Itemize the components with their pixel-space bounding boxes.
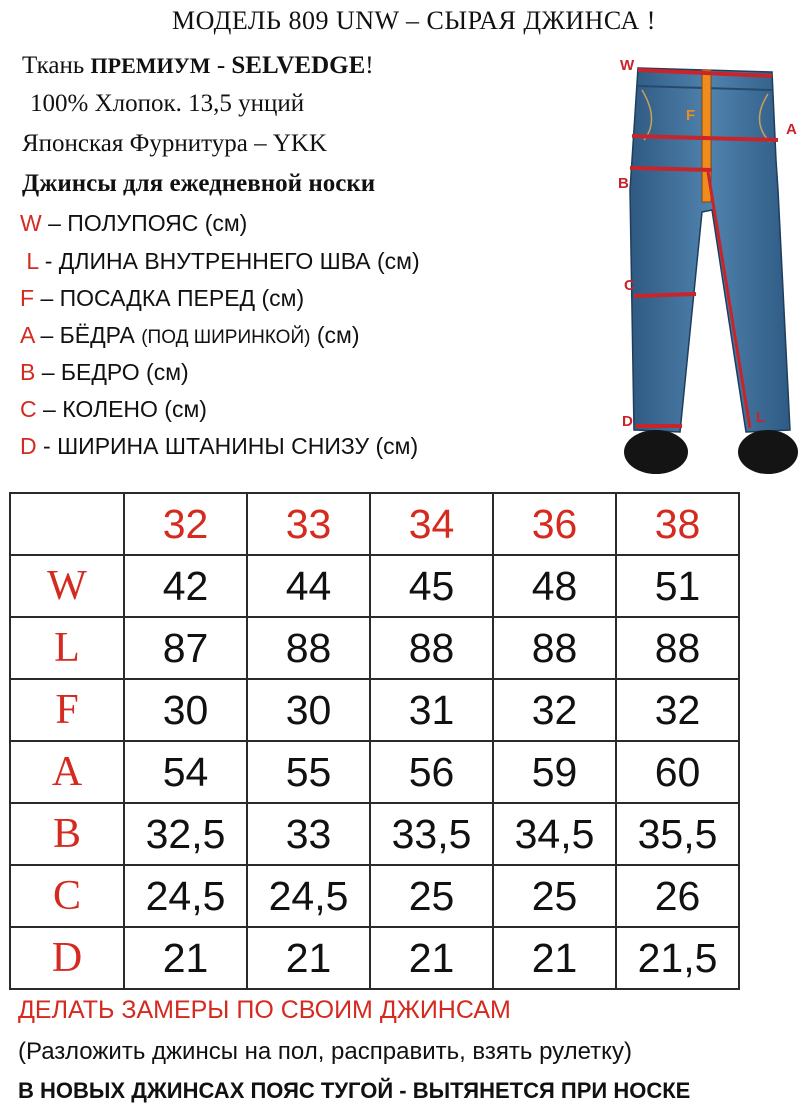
table-cell: 21,5 [616, 927, 739, 989]
table-cell: 55 [247, 741, 370, 803]
table-row [10, 865, 739, 927]
row-label: A [10, 741, 124, 803]
table-cell: 88 [616, 617, 739, 679]
table-cell: 21 [124, 927, 247, 989]
figure-label-f: F [686, 107, 696, 124]
legend-item-d: D - ШИРИНА ШТАНИНЫ СНИЗУ (см) [20, 433, 419, 459]
table-row [10, 617, 739, 679]
legend-item-w: W – ПОЛУПОЯС (см) [20, 210, 248, 236]
table-cell: 25 [493, 865, 616, 927]
table-row [10, 555, 739, 617]
cotton-line: 100% Хлопок. 13,5 унций [30, 90, 305, 117]
table-cell: 88 [493, 617, 616, 679]
row-label: F [10, 679, 124, 741]
table-cell: 26 [616, 865, 739, 927]
table-row [10, 803, 739, 865]
row-label: L [10, 617, 124, 679]
table-cell: 88 [370, 617, 493, 679]
fabric-selvedge: SELVEDGE [231, 52, 366, 79]
table-cell: 30 [247, 679, 370, 741]
table-cell: 24,5 [124, 865, 247, 927]
table-cell: 35,5 [616, 803, 739, 865]
table-cell: 59 [493, 741, 616, 803]
fabric-premium: ПРЕМИУМ [90, 53, 211, 78]
size-header: 33 [247, 493, 370, 555]
figure-label-a: A [786, 121, 797, 138]
hardware-line: Японская Фурнитура – YKK [22, 130, 328, 157]
table-cell: 87 [124, 617, 247, 679]
table-cell: 48 [493, 555, 616, 617]
legend-item-f: F – ПОСАДКА ПЕРЕД (см) [20, 285, 305, 311]
row-label: C [10, 865, 124, 927]
table-cell: 34,5 [493, 803, 616, 865]
size-header: 34 [370, 493, 493, 555]
size-header: 38 [616, 493, 739, 555]
fabric-prefix: Ткань [22, 52, 91, 79]
table-cell: 30 [124, 679, 247, 741]
table-cell: 32,5 [124, 803, 247, 865]
table-cell: 88 [247, 617, 370, 679]
figure-label-b: B [618, 175, 629, 192]
row-label: W [10, 555, 124, 617]
table-cell: 21 [493, 927, 616, 989]
table-cell: 33,5 [370, 803, 493, 865]
table-cell: 54 [124, 741, 247, 803]
table-cell: 32 [616, 679, 739, 741]
table-cell: 33 [247, 803, 370, 865]
table-cell: 45 [370, 555, 493, 617]
table-cell: 32 [493, 679, 616, 741]
table-cell: 42 [124, 555, 247, 617]
fabric-dash: - [210, 52, 232, 79]
jeans-measurement-illustration [600, 40, 810, 500]
figure-label-l: L [756, 409, 766, 426]
table-row [10, 679, 739, 741]
row-label: D [10, 927, 124, 989]
table-row [10, 927, 739, 989]
legend-item-l: L - ДЛИНА ВНУТРЕННЕГО ШВА (см) [20, 248, 420, 274]
table-cell: 21 [370, 927, 493, 989]
waistband-note: В НОВЫХ ДЖИНСАХ ПОЯС ТУГОЙ - ВЫТЯНЕТСЯ ПРИ НОСКЕ [18, 1078, 691, 1103]
table-cell: 24,5 [247, 865, 370, 927]
size-header: 32 [124, 493, 247, 555]
table-row [10, 741, 739, 803]
legend-item-b: B – БЕДРО (см) [20, 359, 189, 385]
table-corner-cell [10, 493, 124, 555]
figure-label-c: C [624, 277, 635, 294]
figure-label-w: W [620, 57, 635, 74]
measure-instruction-heading: ДЕЛАТЬ ЗАМЕРЫ ПО СВОИМ ДЖИНСАМ [18, 996, 511, 1024]
table-cell: 44 [247, 555, 370, 617]
left-shoe [624, 430, 688, 474]
table-cell: 25 [370, 865, 493, 927]
size-table [9, 492, 740, 990]
table-cell: 31 [370, 679, 493, 741]
page-title: МОДЕЛЬ 809 UNW – СЫРАЯ ДЖИНСА ! [172, 6, 656, 35]
fabric-bang: ! [365, 52, 374, 79]
legend-item-c: C – КОЛЕНО (см) [20, 396, 207, 422]
table-cell: 60 [616, 741, 739, 803]
table-cell: 51 [616, 555, 739, 617]
daily-line: Джинсы для ежедневной носки [22, 170, 376, 197]
figure-label-d: D [622, 413, 633, 430]
table-cell: 56 [370, 741, 493, 803]
legend-item-a: A – БЁДРА (ПОД ШИРИНКОЙ) (см) [20, 322, 360, 348]
row-label: B [10, 803, 124, 865]
table-header-row [10, 493, 739, 555]
measure-instruction-detail: (Разложить джинсы на пол, расправить, взять рулетку) [18, 1038, 632, 1065]
fabric-line [22, 52, 374, 80]
table-cell: 21 [247, 927, 370, 989]
size-header: 36 [493, 493, 616, 555]
right-shoe [738, 430, 798, 474]
